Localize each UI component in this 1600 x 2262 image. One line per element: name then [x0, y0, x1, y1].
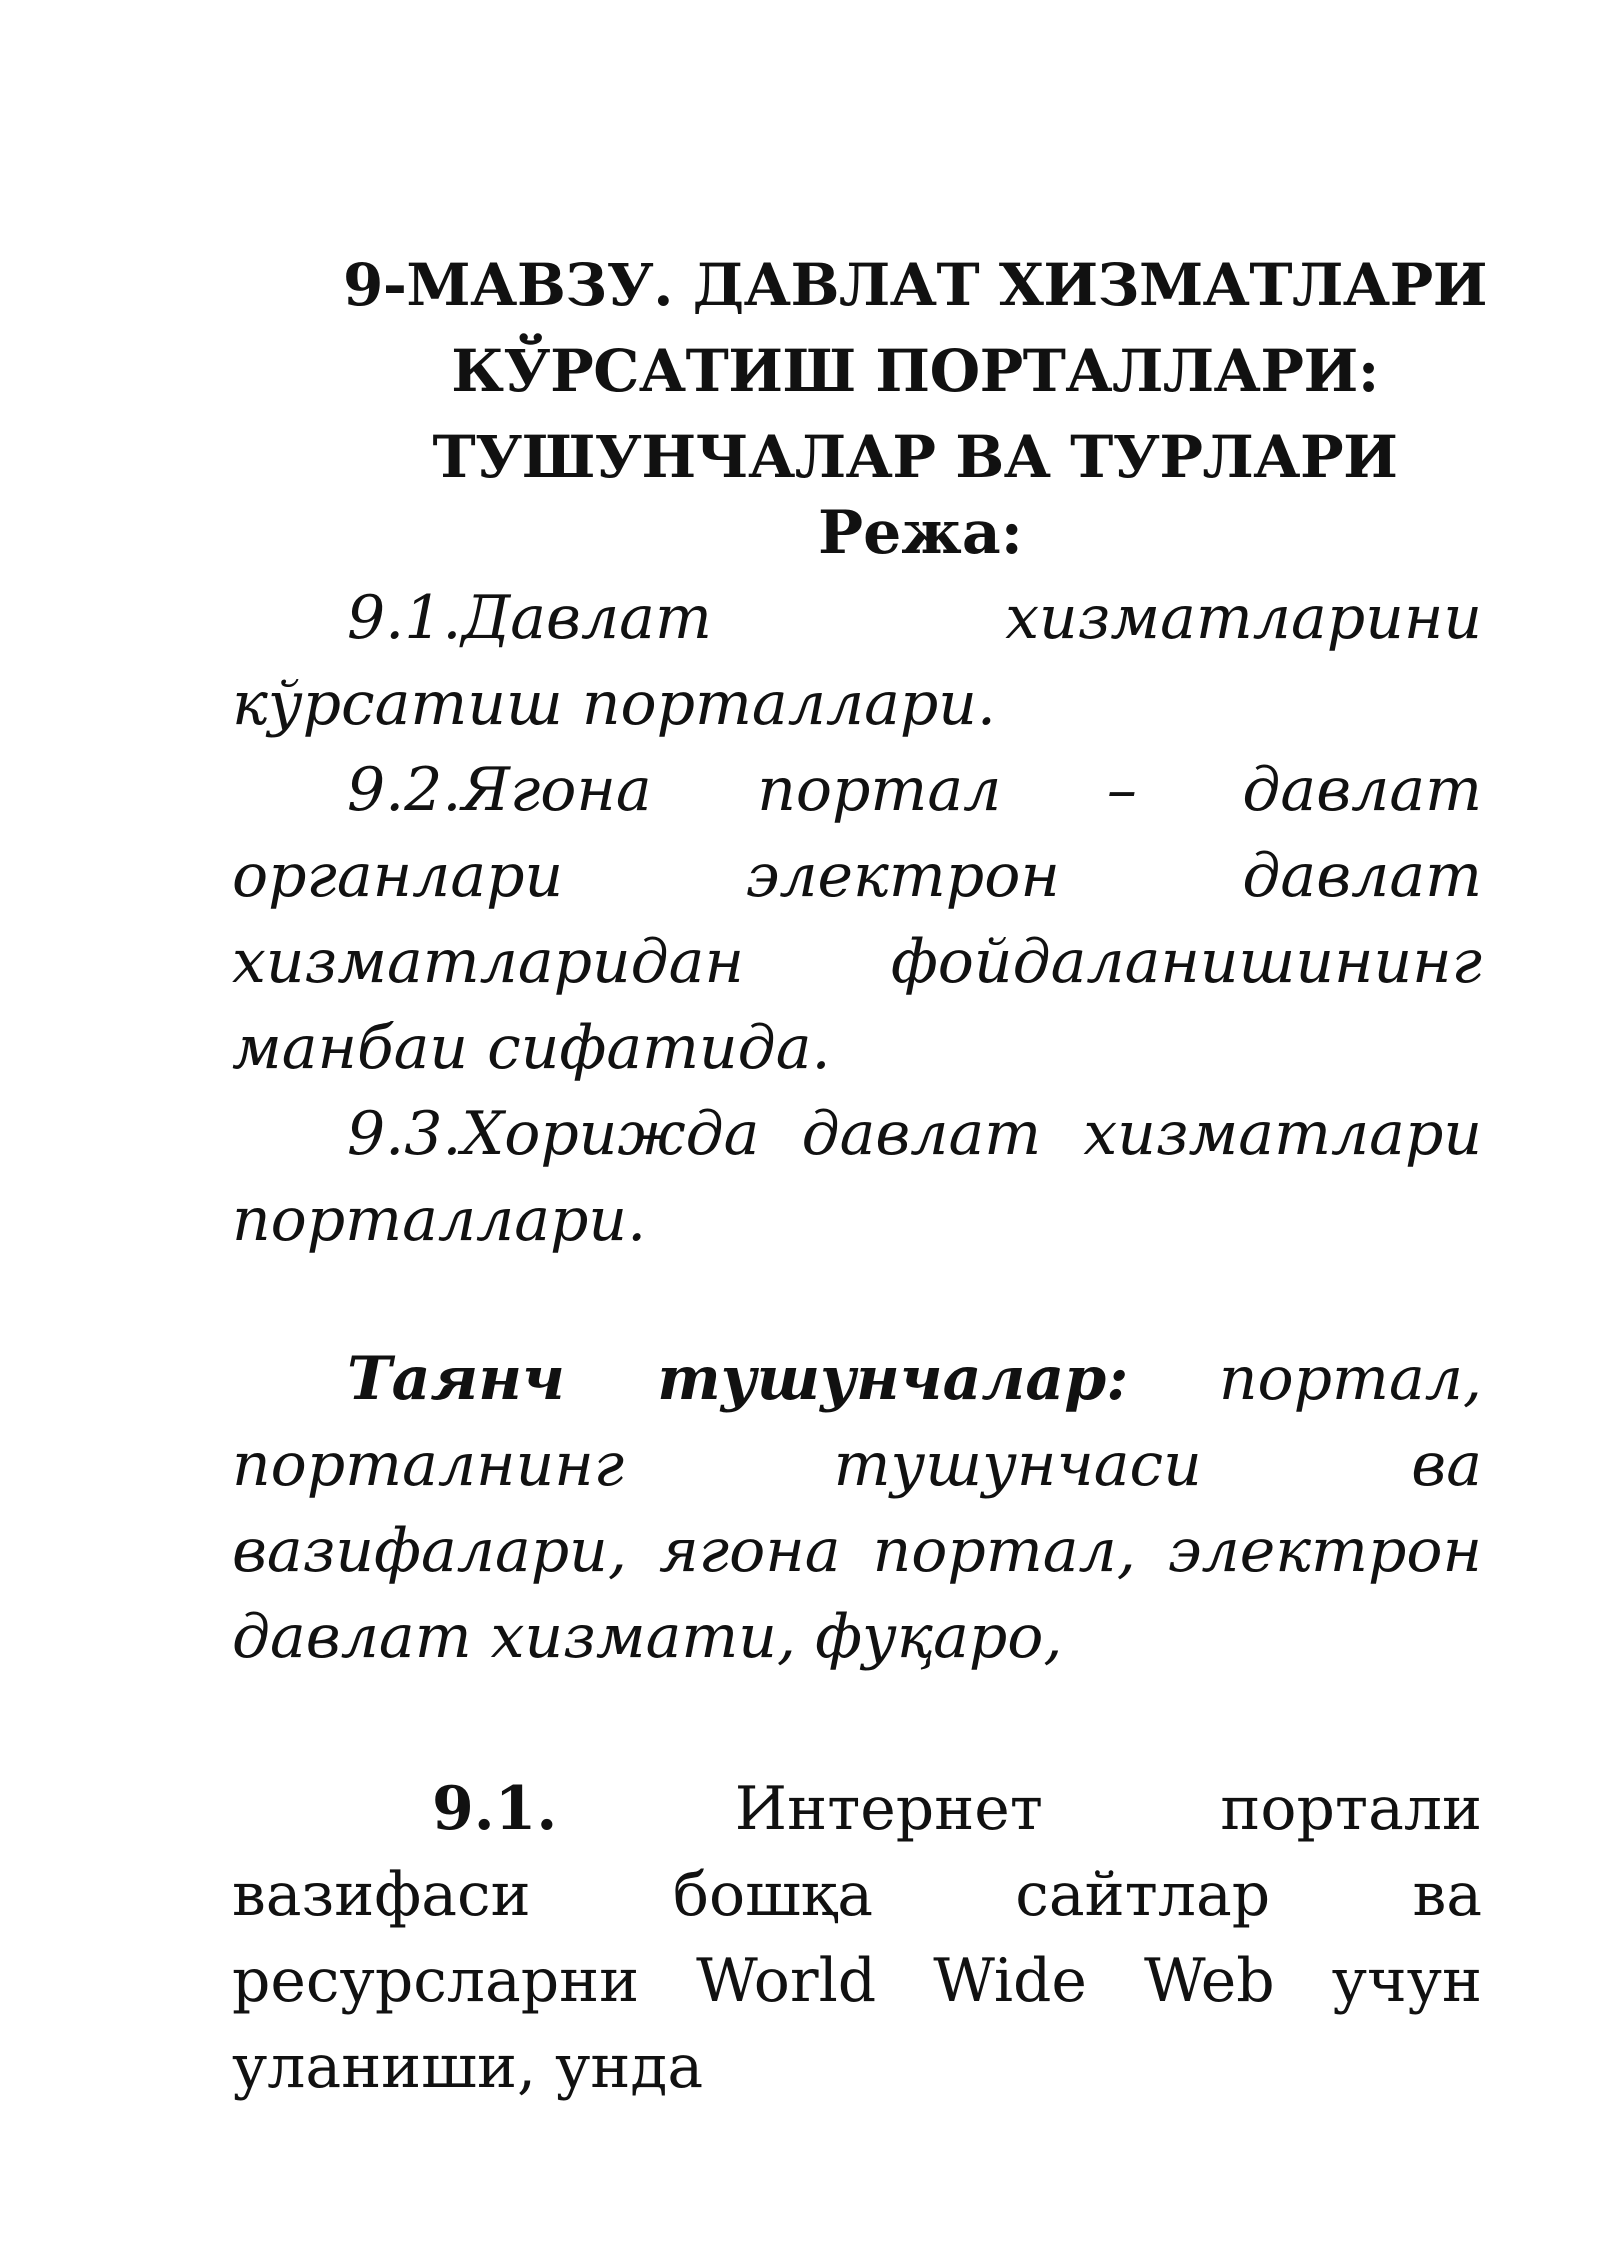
section-paragraph [232, 1766, 1482, 2110]
plan-item-1: 9.1.Давлат хизматларини кўрсатиш порталлари. [232, 583, 1482, 739]
plan-heading: Режа: [818, 498, 1023, 568]
key-concepts-text: портал, порталнинг тушунчаси ва вазифалари, ягона портал, электрон давлат хизмати, фуқаро, [232, 1344, 1482, 1672]
key-concepts-colon: : [1106, 1344, 1129, 1414]
section-number: 9.1. [432, 1774, 558, 1844]
section-9-1 [232, 1766, 1482, 2110]
plan-item-3: 9.3.Хорижда давлат хизматлари порталлари. [232, 1099, 1482, 1255]
title-line-1: 9-МАВЗУ. ДАВЛАТ ХИЗМАТЛАРИ [342, 251, 1488, 319]
key-concepts [232, 1336, 1482, 1680]
key-concepts-paragraph [232, 1336, 1482, 1680]
title-line-3: ТУШУНЧАЛАР ВА ТУРЛАРИ [432, 423, 1398, 491]
plan-list [232, 575, 1482, 1263]
key-concepts-label: Таянч тушунчалар [347, 1344, 1107, 1414]
plan-item-2: 9.2.Ягона портал – давлат органлари электрон давлат хизматларидан фойдаланишининг манбаи сифатида. [232, 755, 1482, 1083]
title-line-2: КЎРСАТИШ ПОРТАЛЛАРИ: [451, 337, 1379, 405]
section-text: Интернет портали вазифаси бошқа сайтлар ва ресурсларни World Wide Web учун уланиши, унда [232, 1774, 1482, 2102]
document-title [330, 242, 1500, 500]
